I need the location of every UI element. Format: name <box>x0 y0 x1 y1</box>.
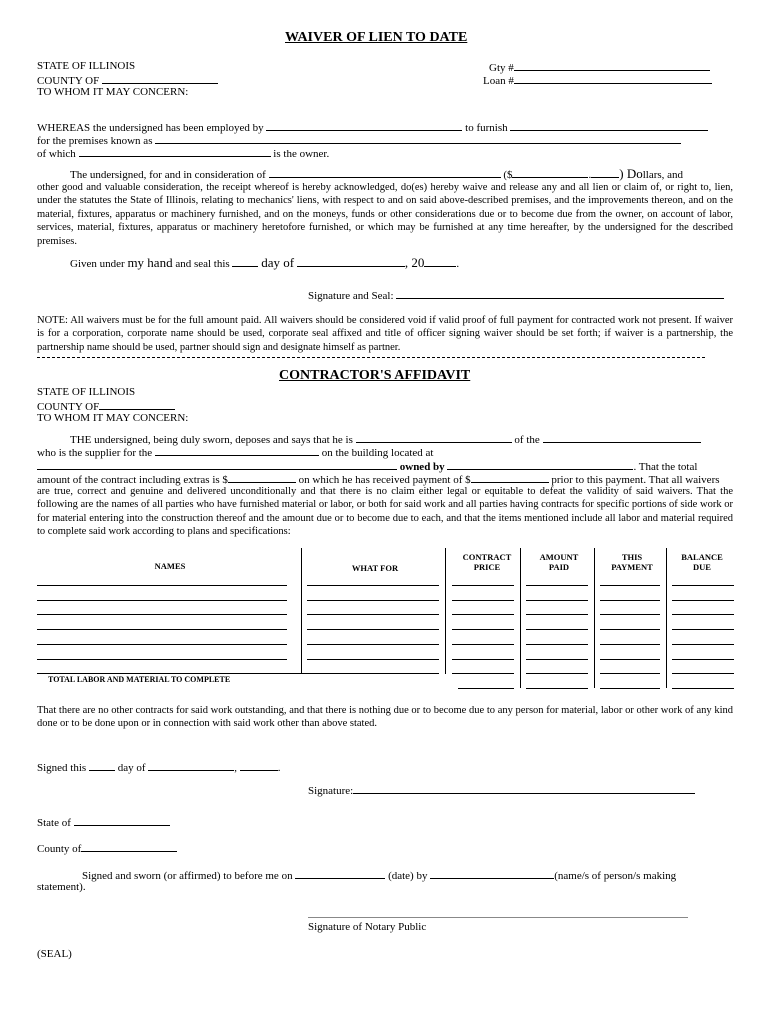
total-label: TOTAL LABOR AND MATERIAL TO COMPLETE <box>48 675 231 684</box>
given-year-field[interactable] <box>424 256 456 267</box>
sworn-before-line: Signed and sworn (or affirmed) to before me on (date) by (name/s of person/s making <box>82 870 677 882</box>
premises-line: for the premises known as <box>37 133 681 148</box>
waiver-county: COUNTY OF <box>37 73 218 88</box>
state-of-line: State of <box>37 815 170 830</box>
signature-seal-field[interactable] <box>396 288 724 299</box>
position-field[interactable] <box>356 432 512 443</box>
supplier-line: who is the supplier for the on the building located at <box>37 447 434 459</box>
col-divider <box>301 548 302 674</box>
given-day-field[interactable] <box>232 256 258 267</box>
affidavit-title: CONTRACTOR'S AFFIDAVIT <box>279 368 471 383</box>
premises-field[interactable] <box>155 133 681 144</box>
header-amount-paid: AMOUNT PAID <box>539 552 579 572</box>
notary-label: Signature of Notary Public <box>308 921 427 933</box>
supplier-field[interactable] <box>155 445 319 456</box>
signed-line: Signed this day of , . <box>37 762 281 774</box>
signed-day-field[interactable] <box>89 760 115 771</box>
section-divider <box>37 357 705 358</box>
waiver-body: other good and valuable consideration, the receipt whereof is hereby acknowledged, do(es) hereby waive and release any and all lien or claim of, or right to, lien, under the statutes the State of Illinois, relating to mechanics' liens, with respect to and on said above-described premises, and the improvements thereon, and on the material, fixtures, apparatus or machinery furnished, and on the moneys, funds or other considerations due or to become due from the owner, on account of labor, services, material, fixtures, apparatus or machinery heretofore furnished, or which may be furnished at any time hereafter, by the undersigned for the described premises. <box>37 182 733 247</box>
state-of-field[interactable] <box>74 815 170 826</box>
affidavit-county: COUNTY OF <box>37 399 175 414</box>
cents-field[interactable] <box>591 167 619 178</box>
header-contract-price: CONTRACT PRICE <box>462 552 512 572</box>
signature-line: Signature: <box>308 783 695 798</box>
gty-line: Gty # <box>489 60 710 75</box>
county-of-line: County of <box>37 841 177 856</box>
given-month-field[interactable] <box>297 256 405 267</box>
waiver-state: STATE OF ILLINOIS <box>37 60 136 72</box>
location-field[interactable] <box>37 459 397 470</box>
owned-by-line: owned by . That the total <box>37 459 697 474</box>
waiver-title: WAIVER OF LIEN TO DATE <box>285 30 468 45</box>
waiver-to-whom: TO WHOM IT MAY CONCERN: <box>37 86 189 98</box>
company-field[interactable] <box>543 432 701 443</box>
loan-field[interactable] <box>514 73 712 84</box>
consideration-field[interactable] <box>269 167 501 178</box>
col-divider <box>594 548 595 688</box>
affidavit-state: STATE OF ILLINOIS <box>37 386 136 398</box>
whereas-line: WHEREAS the undersigned has been employed by to furnish <box>37 120 708 135</box>
contract-amount-field[interactable] <box>228 472 296 483</box>
county-field[interactable] <box>102 73 218 84</box>
header-balance-due: BALANCE DUE <box>681 552 723 572</box>
owner-line: of which is the owner. <box>37 148 330 160</box>
notary-signature-field[interactable] <box>308 917 688 918</box>
owned-by-field[interactable] <box>447 459 633 470</box>
loan-line: Loan # <box>483 73 712 88</box>
gty-field[interactable] <box>514 60 710 71</box>
given-line: Given under my hand and seal this day of , 20 . <box>70 255 460 270</box>
consideration-line: The undersigned, for and in consideration of ($ . ) Dollars, and <box>70 166 684 181</box>
employed-by-field[interactable] <box>266 120 462 131</box>
received-amount-field[interactable] <box>471 472 549 483</box>
signature-seal-line: Signature and Seal: <box>308 288 724 303</box>
county-of-field[interactable] <box>81 841 177 852</box>
no-other-contracts: That there are no other contracts for said work outstanding, and that there is nothing due or to become due to any person for material, labor or other work of any kind done or to be done upon or in connection with said work other than above stated. <box>37 705 733 730</box>
signed-month-field[interactable] <box>148 760 234 771</box>
affidavit-body: are true, correct and genuine and delivered unconditionally and that there is no claim either legal or equitable to defeat the validity of said waivers. That the following are the names of all parties who have furnished material or labor, or both for said work and all parties having contracts for specific portions of side work or for material entering into the construction thereof and the amount due or to become due to each, and that the items mentioned include all labor and material required to complete said work according to plans and specifications: <box>37 486 733 538</box>
furnish-field[interactable] <box>510 120 708 131</box>
affidavit-county-field[interactable] <box>99 399 175 410</box>
waiver-note: NOTE: All waivers must be for the full amount paid. All waivers should be considered void if valid proof of full payment for contracted work not present. If waiver is for a corporation, corporate name should be used, corporate seal affixed and title of officer signing waiver should be set forth; if waiver is a partnership, the partnership name should be used, partner should sign and designate himself as partner. <box>37 315 733 353</box>
header-what-for: WHAT FOR <box>351 563 399 573</box>
col-divider <box>666 548 667 688</box>
signed-year-field[interactable] <box>240 760 278 771</box>
col-divider <box>445 548 446 674</box>
sworn-names-field[interactable] <box>430 868 554 879</box>
statement-text: statement). <box>37 881 86 893</box>
amount-line: amount of the contract including extras is $ on which he has received payment of $ prior to this payment. That all waivers <box>37 474 720 486</box>
owner-field[interactable] <box>79 146 271 157</box>
header-names: NAMES <box>154 561 186 571</box>
signature-field[interactable] <box>353 783 695 794</box>
seal-label: (SEAL) <box>37 948 72 960</box>
col-divider <box>520 548 521 688</box>
header-this-payment: THIS PAYMENT <box>611 552 653 572</box>
sworn-line: THE undersigned, being duly sworn, deposes and says that he is of the <box>70 432 701 447</box>
dollar-amount-field[interactable] <box>512 167 588 178</box>
affidavit-to-whom: TO WHOM IT MAY CONCERN: <box>37 412 189 424</box>
sworn-date-field[interactable] <box>295 868 385 879</box>
